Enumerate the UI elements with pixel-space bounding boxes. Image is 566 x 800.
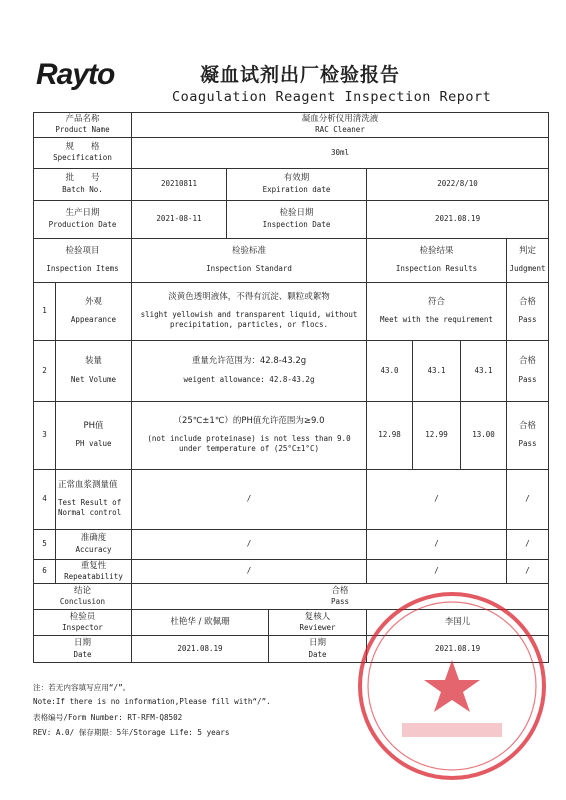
inspector-label-cn: 检验员 bbox=[69, 611, 96, 622]
item-cn: PH值 bbox=[83, 420, 104, 431]
date-row bbox=[34, 200, 549, 238]
expiry-value: 2022/8/10 bbox=[437, 179, 478, 189]
col-judgment-cn: 判定 bbox=[519, 245, 537, 256]
column-header-row bbox=[34, 238, 549, 282]
table-row bbox=[34, 282, 549, 340]
item-cn: 外观 bbox=[84, 296, 102, 307]
result-dash: / bbox=[434, 494, 439, 504]
standard-en: (not include proteinase) is not less than 9.0 under temperature of (25°C±1°C) bbox=[147, 434, 351, 454]
col-items-cn: 检验项目 bbox=[65, 245, 100, 256]
table-row bbox=[34, 340, 549, 401]
product-row bbox=[34, 113, 549, 138]
judgment-en: Pass bbox=[518, 374, 537, 384]
standard-en: slight yellowish and transparent liquid, without precipitation, particles, or flocs. bbox=[140, 310, 358, 330]
item-en: Net Volume bbox=[70, 374, 117, 384]
item-cn: 准确度 bbox=[80, 533, 107, 544]
inspector-label-en: Inspector bbox=[62, 623, 103, 633]
standard-dash: / bbox=[246, 539, 252, 549]
batch-label-en: Batch No. bbox=[62, 184, 103, 194]
product-label-en: Product Name bbox=[55, 125, 110, 135]
inspection-table bbox=[33, 112, 549, 663]
inspector-date: 2021.08.19 bbox=[177, 644, 223, 654]
result-value-3: 43.1 bbox=[474, 365, 493, 375]
judgment-dash: / bbox=[525, 494, 530, 504]
result-en: Meet with the requirement bbox=[380, 315, 493, 325]
table-row bbox=[34, 559, 549, 584]
spec-value: 30ml bbox=[330, 147, 350, 157]
col-results-en: Inspection Results bbox=[395, 264, 478, 274]
result-value-3: 13.00 bbox=[472, 430, 495, 440]
row-number: 1 bbox=[42, 306, 47, 316]
table-row bbox=[34, 469, 549, 529]
standard-cn: （25℃±1℃）的PH值允许范围为≥9.0 bbox=[173, 415, 325, 426]
item-en: Test Result of Normal control bbox=[58, 498, 122, 518]
date-label-en-2: Date bbox=[308, 649, 327, 659]
row-number: 6 bbox=[42, 566, 47, 576]
prod-date-label-en: Production Date bbox=[48, 219, 117, 229]
date-label-cn: 日期 bbox=[73, 638, 91, 649]
judgment-en: Pass bbox=[518, 439, 537, 449]
batch-row bbox=[34, 168, 549, 200]
result-value-1: 12.98 bbox=[378, 430, 401, 440]
row-number: 4 bbox=[42, 494, 47, 504]
standard-cn: 重量允许范围为：42.8-43.2g bbox=[191, 356, 307, 367]
standard-dash: / bbox=[246, 566, 252, 576]
conclusion-label-en: Conclusion bbox=[59, 597, 106, 607]
item-en: PH value bbox=[75, 439, 112, 449]
table-row bbox=[34, 401, 549, 469]
item-cn: 重复性 bbox=[80, 560, 107, 571]
company-seal-stamp bbox=[352, 588, 552, 784]
result-value-1: 43.0 bbox=[380, 365, 399, 375]
table-row bbox=[34, 529, 549, 559]
product-value-en: RAC Cleaner bbox=[315, 125, 365, 135]
judgment-dash: / bbox=[525, 539, 530, 549]
footer-note-cn: 注：若无内容填写应用“/”。 bbox=[33, 683, 131, 692]
spec-label-en: Specification bbox=[53, 153, 112, 163]
row-number: 5 bbox=[42, 539, 47, 549]
rayto-logo: Rayto bbox=[36, 58, 115, 91]
col-results-cn: 检验结果 bbox=[419, 245, 454, 256]
expiry-label-cn: 有效期 bbox=[283, 173, 310, 184]
date-label-cn-2: 日期 bbox=[308, 638, 326, 649]
judgment-cn: 合格 bbox=[519, 356, 537, 367]
inspector-name: 杜艳华 / 欧佩珊 bbox=[170, 616, 230, 627]
title-english: Coagulation Reagent Inspection Report bbox=[172, 89, 492, 105]
standard-cn: 淡黄色透明液体，不得有沉淀、颗粒或絮物 bbox=[168, 291, 330, 302]
standard-dash: / bbox=[246, 494, 252, 504]
item-en: Appearance bbox=[70, 315, 117, 325]
spec-label-cn: 规 格 bbox=[65, 141, 100, 152]
judgment-en: Pass bbox=[518, 315, 537, 325]
reviewer-label-cn: 复核人 bbox=[304, 611, 331, 622]
col-judgment-en: Judgment bbox=[509, 264, 546, 274]
result-cn: 符合 bbox=[427, 296, 445, 307]
judgment-dash: / bbox=[525, 566, 530, 576]
product-value-cn: 凝血分析仪用清洗液 bbox=[301, 114, 379, 124]
result-value-2: 43.1 bbox=[427, 365, 446, 375]
row-number: 3 bbox=[42, 430, 47, 440]
conclusion-value-cn: 合格 bbox=[331, 585, 349, 596]
reviewer-label-en: Reviewer bbox=[299, 623, 336, 633]
item-cn: 装量 bbox=[84, 356, 102, 367]
batch-label-cn: 批 号 bbox=[65, 173, 100, 184]
insp-date-label-en: Inspection Date bbox=[262, 219, 331, 229]
col-standard-en: Inspection Standard bbox=[206, 264, 292, 274]
expiry-label-en: Expiration date bbox=[262, 184, 331, 194]
item-en: Repeatability bbox=[64, 572, 123, 582]
conclusion-label-cn: 结论 bbox=[73, 585, 91, 596]
date-label-en: Date bbox=[73, 649, 92, 659]
conclusion-value-en: Pass bbox=[330, 597, 350, 607]
footer-form-number: 表格编号/Form Number: RT-RFM-Q8502 bbox=[33, 713, 183, 722]
footer-note-en: Note:If there is no information,Please fill with“/”. bbox=[33, 697, 271, 706]
result-dash: / bbox=[434, 566, 439, 576]
standard-en: weigent allowance: 42.8-43.2g bbox=[183, 374, 315, 384]
footer-revision: REV: A.0/ 保存期限：5年/Storage Life: 5 years bbox=[33, 728, 230, 737]
reviewer-name: 李国儿 bbox=[444, 616, 471, 627]
col-standard-cn: 检验标准 bbox=[231, 245, 266, 256]
result-value-2: 12.99 bbox=[425, 430, 448, 440]
batch-value: 20210811 bbox=[160, 179, 198, 189]
row-number: 2 bbox=[42, 365, 47, 375]
item-cn: 正常血浆测量值 bbox=[58, 479, 118, 490]
insp-date-label-cn: 检验日期 bbox=[279, 208, 314, 219]
item-en: Accuracy bbox=[75, 544, 112, 554]
prod-date-label-cn: 生产日期 bbox=[65, 208, 100, 219]
result-dash: / bbox=[434, 539, 439, 549]
judgment-cn: 合格 bbox=[519, 420, 537, 431]
judgment-cn: 合格 bbox=[519, 296, 537, 307]
spec-row bbox=[34, 137, 549, 168]
insp-date-value: 2021.08.19 bbox=[434, 214, 481, 224]
title-chinese: 凝血试剂出厂检验报告 bbox=[200, 64, 401, 86]
col-items-en: Inspection Items bbox=[46, 264, 119, 274]
reviewer-date: 2021.08.19 bbox=[434, 644, 481, 654]
product-label-cn: 产品名称 bbox=[65, 114, 100, 124]
prod-date-value: 2021-08-11 bbox=[156, 214, 202, 224]
